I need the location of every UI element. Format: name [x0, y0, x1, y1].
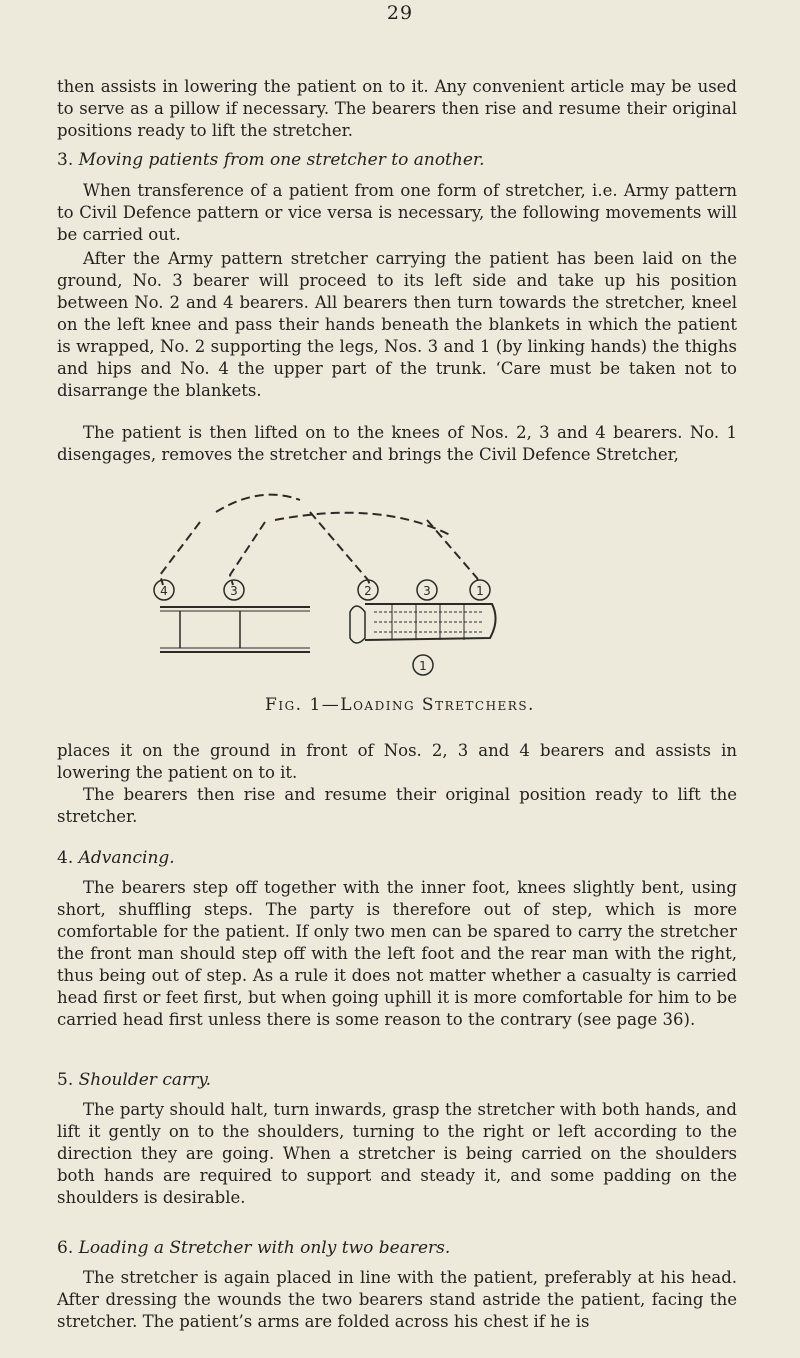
section-5-title: Shoulder carry.	[78, 1070, 211, 1090]
section-4-number: 4.	[57, 848, 74, 868]
section-3-paragraph-2: After the Army pattern stretcher carrying the patient has been laid on the ground, No. 3 bearer will proceed to its left side and take up his position between No. 2 and 4 bearers. All bearers then turn towards the stretcher, kneel on the left knee and pass their hands beneath the blankets in which the patient is wrapped, No. 2 supporting the legs, Nos. 3 and 1 (by linking hands) the thighs and hips and No. 4 the upper part of the trunk. ‘Care must be taken not to disarrange the blankets.	[57, 249, 737, 400]
section-6-number: 6.	[57, 1238, 74, 1258]
bearer-label-1b: 1	[419, 659, 427, 673]
continued-paragraph-2: The bearers then rise and resume their original position ready to lift the stretcher.	[57, 785, 737, 826]
section-3-paragraph-3: The patient is then lifted on to the knees of Nos. 2, 3 and 4 bearers. No. 1 disengages, removes the stretcher and brings the Civil Defence Stretcher,	[57, 423, 737, 464]
section-4-paragraph: The bearers step off together with the inner foot, knees slightly bent, using short, shuffling steps. The party is therefore out of step, which is more comfortable for the patient. If only two men can be spared to carry the stretcher the front man should step off with the left foot and the rear man with the right, thus being out of step. As a rule it does not matter whether a casualty is carried head first or feet first, but when going uphill it is more comfortable for him to be carried head first unless there is some reason to the contrary (see page 36).	[57, 878, 737, 1029]
civil-defence-stretcher	[350, 604, 496, 643]
page-number: 29	[386, 2, 414, 24]
section-6-heading	[57, 1238, 450, 1258]
bearer-label-3b: 3	[423, 584, 431, 598]
section-6-title: Loading a Stretcher with only two bearers.	[78, 1238, 451, 1258]
bearer-label-4: 4	[160, 584, 168, 598]
section-3-title: Moving patients from one stretcher to another.	[78, 150, 485, 170]
bearer-label-3: 3	[230, 584, 238, 598]
section-5-heading	[57, 1070, 211, 1090]
section-5-number: 5.	[57, 1070, 74, 1090]
bearer-label-2: 2	[364, 584, 372, 598]
section-4-heading	[57, 848, 175, 868]
figure-caption: Fig. 1—Loading Stretchers.	[265, 695, 535, 715]
continued-paragraph-1: places it on the ground in front of Nos. 2, 3 and 4 bearers and assists in lowering the patient on to it.	[57, 741, 737, 782]
section-6-paragraph: The stretcher is again placed in line with the patient, preferably at his head. After dressing the wounds the two bearers stand astride the patient, facing the stretcher. The patient’s arms are folded across his chest if he is	[57, 1268, 737, 1331]
army-stretcher	[160, 607, 310, 652]
bearer-label-1: 1	[476, 584, 484, 598]
section-4-title: Advancing.	[78, 848, 175, 868]
intro-paragraph: then assists in lowering the patient on to it. Any convenient article may be used to serve as a pillow if necessary. The bearers then rise and resume their original positions ready to lift the stretcher.	[57, 77, 737, 140]
section-3-number: 3.	[57, 150, 74, 170]
section-3-paragraph-1: When transference of a patient from one form of stretcher, i.e. Army pattern to Civil Defence pattern or vice versa is necessary, the following movements will be carried out.	[57, 181, 737, 244]
section-5-paragraph: The party should halt, turn inwards, grasp the stretcher with both hands, and lift it gently on to the shoulders, turning to the right or left according to the direction they are going. When a stretcher is being carried on the shoulders both hands are required to support and steady it, and some padding on the shoulders is desirable.	[57, 1100, 737, 1207]
